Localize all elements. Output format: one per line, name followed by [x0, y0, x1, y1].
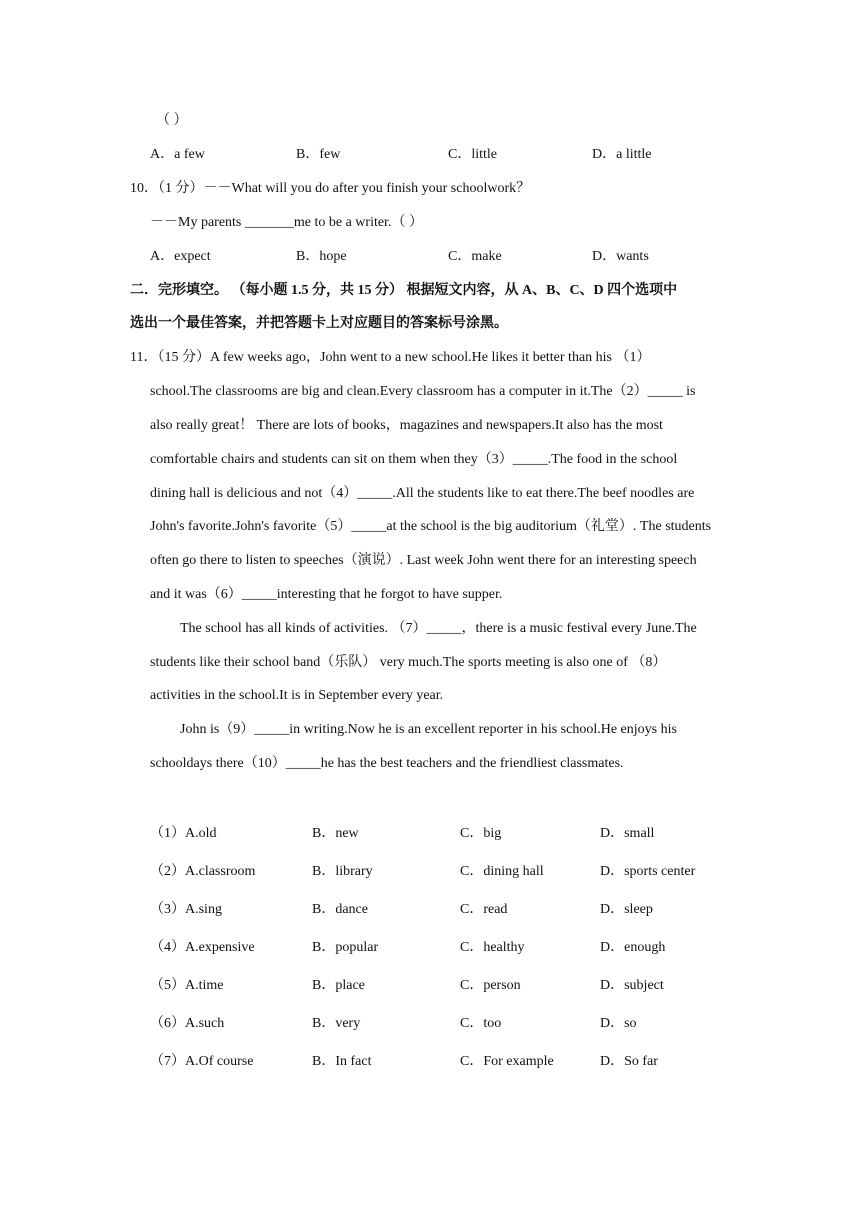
choice-7-d: D．So far: [600, 1054, 658, 1069]
choice-6-a: （6）A.such: [150, 1016, 225, 1031]
q10-option-a: A．expect: [150, 249, 211, 264]
passage-line-4: comfortable chairs and students can sit on them when they（3）_____.The food in the school: [150, 452, 678, 467]
passage-line-1: 11．（15 分）A few weeks ago，John went to a new school.He likes it better than his （1）: [130, 350, 651, 365]
choice-3-c: C．read: [460, 902, 508, 917]
choice-1-c: C．big: [460, 826, 502, 841]
choice-7-a: （7）A.Of course: [150, 1054, 254, 1069]
choice-3-a: （3）A.sing: [150, 902, 222, 917]
choice-2-b: B．library: [312, 864, 373, 879]
q10-option-b: B．hope: [296, 249, 347, 264]
q10-option-c: C．make: [448, 249, 502, 264]
choice-4-c: C．healthy: [460, 940, 525, 955]
choice-6-b: B．very: [312, 1016, 361, 1031]
q9-option-a: A．a few: [150, 147, 205, 162]
choice-6-c: C．too: [460, 1016, 502, 1031]
q10-line2: －－My parents _______me to be a writer.（ ）: [150, 215, 423, 230]
q9-option-b: B．few: [296, 147, 341, 162]
choice-5-b: B．place: [312, 978, 365, 993]
q9-option-c: C．little: [448, 147, 497, 162]
passage-line-8: and it was（6）_____interesting that he forgot to have supper.: [150, 587, 503, 602]
passage-line-3: also really great！ There are lots of books，magazines and newspapers.It also has the most: [150, 418, 663, 433]
choice-1-b: B．new: [312, 826, 359, 841]
choice-7-c: C．For example: [460, 1054, 554, 1069]
passage-line-11: activities in the school.It is in September every year.: [150, 688, 444, 703]
q9-answer-bracket: （ ）: [156, 113, 188, 128]
choice-4-b: B．popular: [312, 940, 379, 955]
choice-5-d: D．subject: [600, 978, 664, 993]
passage-line-13: schooldays there（10）_____he has the best teachers and the friendliest classmates.: [150, 756, 624, 771]
passage-line-5: dining hall is delicious and not（4）_____.All the students like to eat there.The beef noodles are: [150, 486, 695, 501]
choice-2-d: D．sports center: [600, 864, 696, 879]
q10-option-d: D．wants: [592, 249, 649, 264]
choice-7-b: B．In fact: [312, 1054, 372, 1069]
choice-3-b: B．dance: [312, 902, 368, 917]
passage-line-6: John's favorite.John's favorite（5）_____at the school is the big auditorium（礼堂）. The students: [150, 519, 712, 534]
passage-line-12: John is（9）_____in writing.Now he is an excellent reporter in his school.He enjoys his: [180, 722, 677, 737]
q10-stem: 10．（1 分）－－What will you do after you finish your schoolwork？: [130, 181, 531, 196]
passage-line-2: school.The classrooms are big and clean.Every classroom has a computer in it.The（2）_____ is: [150, 384, 696, 399]
choice-1-a: （1）A.old: [150, 826, 217, 841]
choice-3-d: D．sleep: [600, 902, 653, 917]
q9-option-d: D．a little: [592, 147, 652, 162]
passage-line-9: The school has all kinds of activities. （7）_____，there is a music festival every June.The: [180, 621, 697, 636]
choice-2-a: （2）A.classroom: [150, 864, 256, 879]
choice-6-d: D．so: [600, 1016, 637, 1031]
choice-5-c: C．person: [460, 978, 521, 993]
passage-line-7: often go there to listen to speeches（演说）. Last week John went there for an interesting speech: [150, 553, 697, 568]
choice-1-d: D．small: [600, 826, 655, 841]
section-heading-line2: 选出一个最佳答案，并把答题卡上对应题目的答案标号涂黑。: [130, 316, 508, 331]
choice-2-c: C．dining hall: [460, 864, 544, 879]
passage-line-10: students like their school band（乐队） very much.The sports meeting is also one of （8）: [150, 655, 667, 670]
choice-4-d: D．enough: [600, 940, 666, 955]
choice-4-a: （4）A.expensive: [150, 940, 255, 955]
section-heading-line1: 二．完形填空。 （每小题 1.5 分，共 15 分） 根据短文内容，从 A、B、C、D 四个选项中: [130, 283, 678, 298]
choice-5-a: （5）A.time: [150, 978, 224, 993]
